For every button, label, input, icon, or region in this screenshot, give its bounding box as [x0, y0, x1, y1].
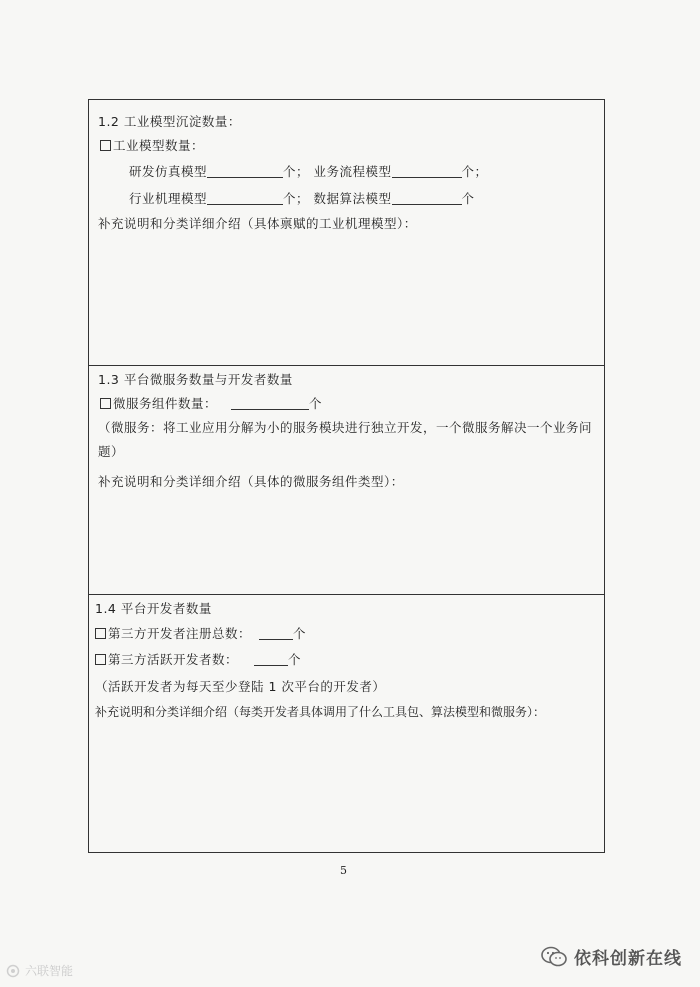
- checkbox-label: 第三方活跃开发者数：: [108, 652, 239, 667]
- watermark-left: [6, 962, 73, 979]
- rd-simulation-blank[interactable]: [207, 165, 283, 178]
- checkbox-label: 微服务组件数量：: [113, 396, 218, 411]
- section-developers: [89, 595, 604, 852]
- checkbox[interactable]: [100, 140, 111, 151]
- checkbox-active-developers[interactable]: [95, 652, 301, 668]
- model-row-1: [129, 164, 488, 180]
- wechat-icon: [540, 945, 568, 969]
- checkbox[interactable]: [95, 628, 106, 639]
- supplement-label: 补充说明和分类详细介绍（具体禀赋的工业机理模型）：: [98, 216, 417, 231]
- section-title: 1.2 工业模型沉淀数量：: [98, 114, 241, 129]
- unit-label: 个；: [461, 164, 488, 179]
- supplement-label: 补充说明和分类详细介绍（具体的微服务组件类型）：: [98, 474, 404, 489]
- checkbox-label: 工业模型数量：: [113, 138, 205, 153]
- unit-label: 个: [293, 626, 307, 641]
- supplement-label: 补充说明和分类详细介绍（每类开发者具体调用了什么工具包、算法模型和微服务）：: [95, 705, 546, 719]
- industry-mechanism-blank[interactable]: [207, 192, 283, 205]
- checkbox-industrial-model-count[interactable]: [100, 138, 204, 154]
- unit-label: 个: [309, 396, 323, 411]
- unit-label: 个: [461, 191, 475, 206]
- checkbox[interactable]: [95, 654, 106, 665]
- unit-label: 个；: [283, 164, 310, 179]
- watermark-right-text: 依科创新在线: [574, 949, 682, 969]
- active-developers-blank[interactable]: [254, 653, 288, 666]
- section-title: 1.4 平台开发者数量: [95, 601, 212, 616]
- section-title: 1.3 平台微服务数量与开发者数量: [98, 372, 293, 387]
- form-table: [88, 99, 605, 853]
- microservice-count-blank[interactable]: [231, 397, 309, 410]
- checkbox-label: 第三方开发者注册总数：: [108, 626, 252, 641]
- rd-simulation-label: 研发仿真模型: [129, 164, 208, 179]
- unit-label: 个；: [283, 191, 310, 206]
- checkbox-microservice-count[interactable]: [100, 396, 322, 412]
- business-process-blank[interactable]: [392, 165, 462, 178]
- microservice-note: （微服务：将工业应用分解为小的服务模块进行独立开发，一个微服务解决一个业务问题）: [98, 420, 593, 459]
- watermark-right: [540, 944, 682, 969]
- checkbox[interactable]: [100, 398, 111, 409]
- developer-note: （活跃开发者为每天至少登陆 1 次平台的开发者）: [95, 679, 386, 694]
- data-algorithm-blank[interactable]: [392, 192, 462, 205]
- section-industrial-models: [89, 100, 604, 366]
- business-process-label: 业务流程模型: [313, 164, 392, 179]
- watermark-logo-icon: [6, 964, 22, 978]
- watermark-left-text: 六联智能: [25, 964, 74, 978]
- checkbox-registered-developers[interactable]: [95, 626, 306, 642]
- industry-mechanism-label: 行业机理模型: [129, 191, 208, 206]
- model-row-2: [129, 191, 475, 207]
- page-number: 5: [340, 864, 347, 877]
- data-algorithm-label: 数据算法模型: [313, 191, 392, 206]
- section-microservices: [89, 366, 604, 595]
- unit-label: 个: [288, 652, 302, 667]
- registered-developers-blank[interactable]: [259, 627, 293, 640]
